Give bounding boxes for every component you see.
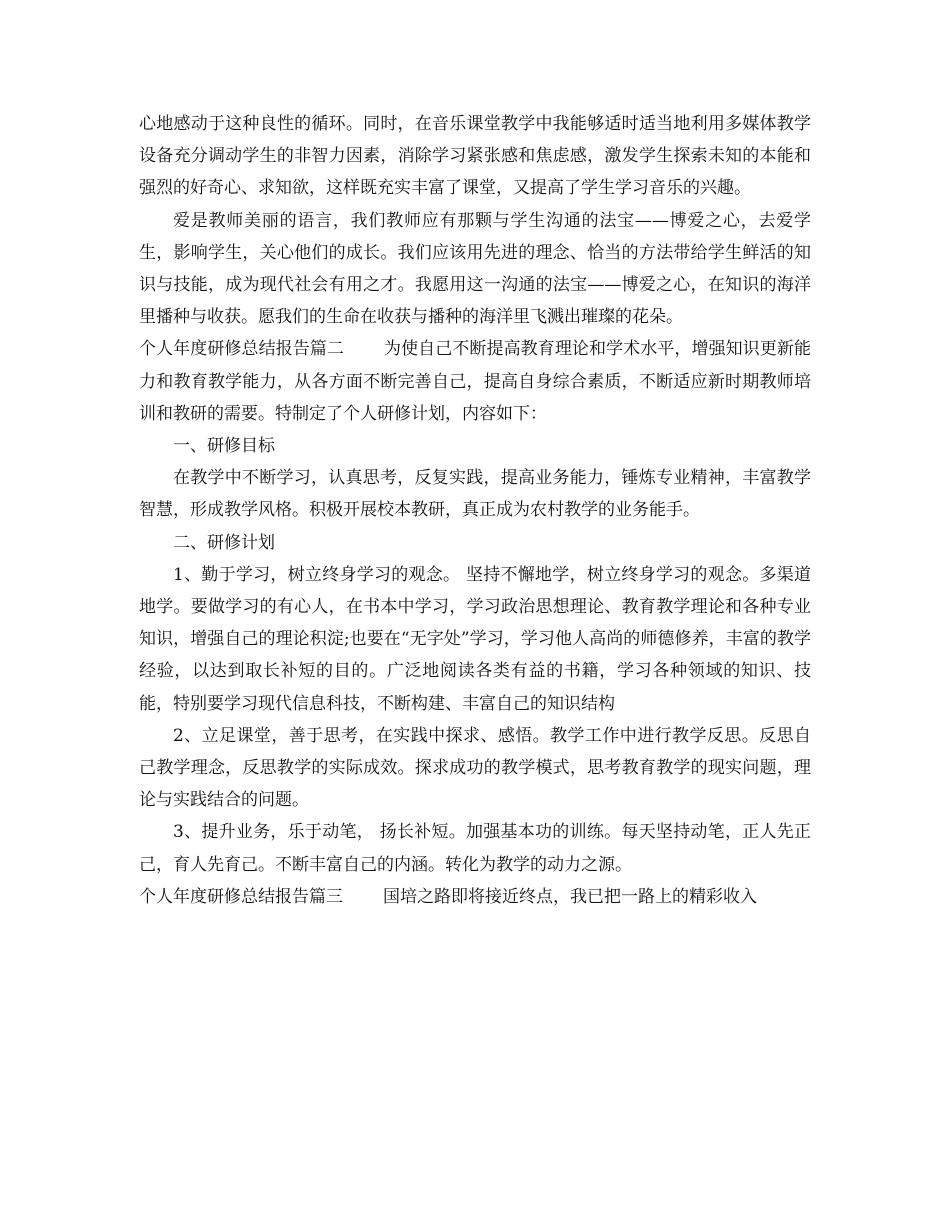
section-intro-2: 为使自己不断提高教育理论和学术水平，增强知识更新能力和教育教学能力，从各方面不断完善自己，提高自身综合素质，不断适应新时期教师培训和教研的需要。特制定了个人研修计划，内容如下： xyxy=(139,339,811,424)
section-title-3: 个人年度研修总结报告篇三 xyxy=(139,886,343,907)
plan-item-3: 3、提升业务，乐于动笔， 扬长补短。加强基本功的训练。每天坚持动笔，正人先正己，育人先育己。不断丰富自己的内涵。转化为教学的动力之源。 xyxy=(139,822,811,875)
section-paragraph-2 xyxy=(139,333,811,430)
section-intro-3: 国培之路即将接近终点，我已把一路上的精彩收入 xyxy=(383,886,757,907)
section-title-2: 个人年度研修总结报告篇二 xyxy=(139,339,344,360)
heading-plan: 二、研修计划 xyxy=(173,532,275,553)
paragraph-2: 爱是教师美丽的语言，我们教师应有那颗与学生沟通的法宝——博爱之心，去爱学生，影响学生，关心他们的成长。我们应该用先进的理念、恰当的方法带给学生鲜活的知识与技能，成为现代社会有用之才。我愿用这一沟通的法宝——博爱之心，在知识的海洋里播种与收获。愿我们的生命在收获与播种的海洋里飞溅出璀璨的花朵。 xyxy=(139,210,811,328)
paragraph-1: 心地感动于这种良性的循环。同时，在音乐课堂教学中我能够适时适当地利用多媒体教学设备充分调动学生的非智力因素，消除学习紧张感和焦虑感，激发学生探索未知的本能和强烈的好奇心、求知欲，这样既充实丰富了课堂，又提高了学生学习音乐的兴趣。 xyxy=(139,114,811,199)
paragraph-goals: 在教学中不断学习，认真思考，反复实践，提高业务能力，锤炼专业精神，丰富教学智慧，形成教学风格。积极开展校本教研，真正成为农村教学的业务能手。 xyxy=(139,468,811,521)
plan-item-1: 1、勤于学习，树立终身学习的观念。 坚持不懈地学，树立终身学习的观念。多渠道地学。要做学习的有心人，在书本中学习，学习政治思想理论、教育教学理论和各种专业知识，增强自己的理论积淀;也要在“无字处”学习，学习他人高尚的师德修养，丰富的教学经验，以达到取长补短的目的。广泛地阅读各类有益的书籍，学习各种领域的知识、技能，特别要学习现代信息科技，不断构建、丰富自己的知识结构 xyxy=(139,564,811,714)
document-body xyxy=(139,108,811,913)
section-paragraph-3 xyxy=(139,881,811,913)
plan-item-2: 2、立足课堂，善于思考，在实践中探求、感悟。教学工作中进行教学反思。反思自己教学理念，反思教学的实际成效。探求成功的教学模式，思考教育教学的现实问题，理论与实践结合的问题。 xyxy=(139,725,811,811)
heading-goals: 一、研修目标 xyxy=(173,436,275,457)
